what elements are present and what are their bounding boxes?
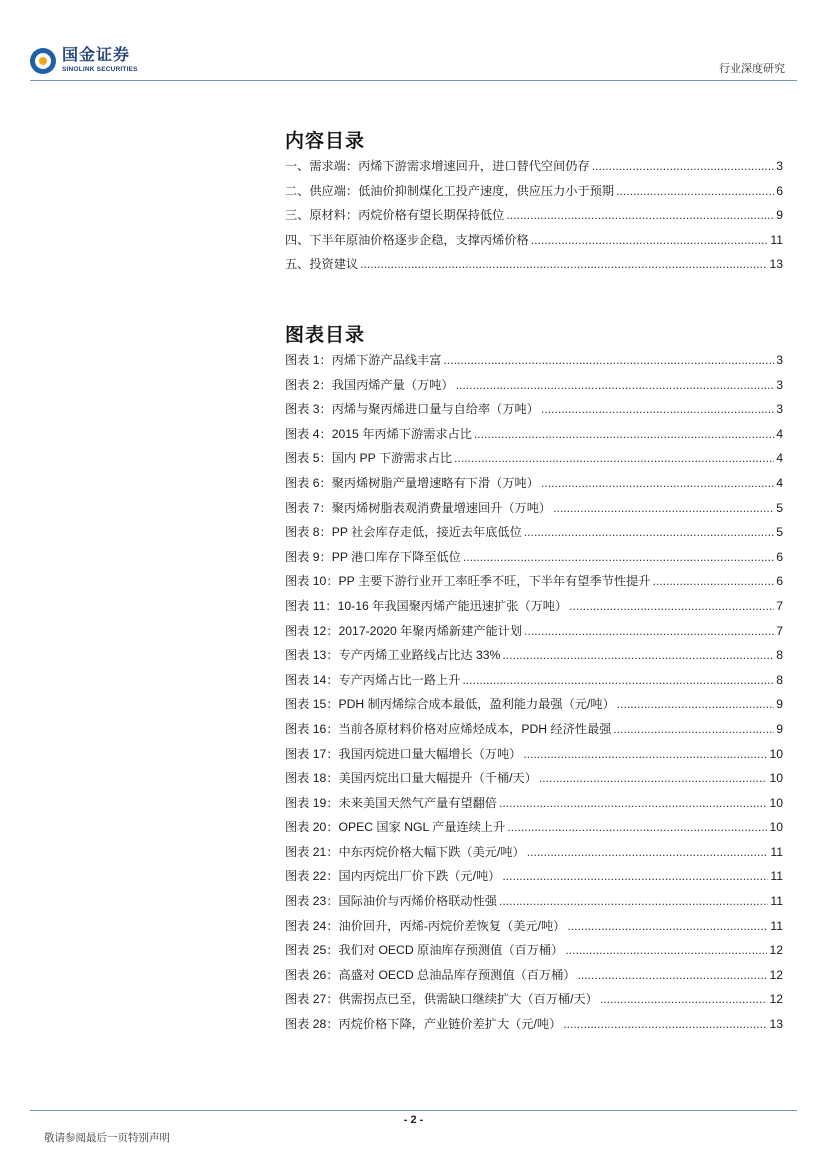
toc-entry-page: 13 <box>769 1017 783 1032</box>
dot-leader <box>541 476 774 490</box>
dot-leader <box>463 550 774 564</box>
dot-leader <box>507 820 767 834</box>
toc-entry-label: 图表 25：我们对 OECD 原油库存预测值（百万桶） <box>285 943 564 958</box>
figure-entry[interactable] <box>285 794 783 819</box>
toc-entry-page: 12 <box>769 943 783 958</box>
dot-leader <box>617 697 774 711</box>
figure-entry[interactable] <box>285 695 783 720</box>
contents-entry[interactable] <box>285 157 783 182</box>
toc-entry-page: 3 <box>776 353 783 367</box>
dot-leader <box>502 648 774 662</box>
dot-leader <box>502 869 768 883</box>
figure-entry[interactable] <box>285 376 783 401</box>
toc-entry-page: 6 <box>776 549 783 564</box>
toc-entry-label: 五、投资建议 <box>285 257 359 272</box>
toc-entry-page: 9 <box>776 208 783 223</box>
figure-entry[interactable] <box>285 622 783 647</box>
figure-entry[interactable] <box>285 523 783 548</box>
toc-entry-page: 10 <box>769 820 783 835</box>
toc-entry-page: 12 <box>769 992 783 1007</box>
toc-entry-label: 图表 20：OPEC 国家 NGL 产量连续上升 <box>285 820 506 835</box>
toc-entry-page: 6 <box>776 183 783 198</box>
toc-entry-page: 9 <box>776 721 783 736</box>
toc-entry-page: 4 <box>776 475 783 490</box>
contents-list <box>285 157 783 280</box>
toc-entry-page: 11 <box>770 869 783 884</box>
dot-leader <box>539 771 768 785</box>
figure-entry[interactable] <box>285 941 783 966</box>
figure-entry[interactable] <box>285 572 783 597</box>
dot-leader <box>567 919 768 933</box>
company-logo <box>30 44 138 78</box>
toc-entry-page: 3 <box>776 159 783 173</box>
logo-name-cn: 国金证券 <box>62 47 131 65</box>
toc-entry-page: 3 <box>776 377 783 392</box>
header-divider <box>30 80 797 81</box>
dot-leader <box>360 257 767 271</box>
figure-entry[interactable] <box>285 867 783 892</box>
figure-entry[interactable] <box>285 818 783 843</box>
toc-entry-page: 8 <box>776 672 783 687</box>
figure-entry[interactable] <box>285 720 783 745</box>
figure-entry[interactable] <box>285 745 783 770</box>
page-number: - 2 - <box>403 1114 424 1126</box>
toc-entry-label: 图表 14：专产丙烯占比一路上升 <box>285 672 461 687</box>
toc-entry-label: 图表 7：聚丙烯树脂表观消费量增速回升（万吨） <box>285 500 552 515</box>
toc-entry-label: 图表 26：高盛对 OECD 总油品库存预测值（百万桶） <box>285 967 576 982</box>
toc-entry-page: 5 <box>776 500 783 515</box>
toc-entry-label: 图表 2：我国丙烯产量（万吨） <box>285 377 454 392</box>
dot-leader <box>499 894 768 908</box>
toc-entry-page: 13 <box>769 257 783 272</box>
dot-leader <box>563 1017 767 1031</box>
toc-entry-label: 图表 22：国内丙烷出厂价下跌（元/吨） <box>285 869 501 884</box>
toc-entry-label: 图表 3：丙烯与聚丙烯进口量与自给率（万吨） <box>285 402 539 417</box>
toc-entry-label: 图表 8：PP 社会库存走低，接近去年底低位 <box>285 525 522 540</box>
dot-leader <box>474 427 774 441</box>
document-type: 行业深度研究 <box>719 63 785 75</box>
toc-entry-page: 11 <box>770 894 783 909</box>
toc-entry-label: 图表 27：供需拐点已至，供需缺口继续扩大（百万桶/天） <box>285 992 598 1007</box>
toc-entry-page: 6 <box>776 574 783 589</box>
toc-entry-label: 图表 21：中东丙烷价格大幅下跌（美元/吨） <box>285 844 525 859</box>
contents-entry[interactable] <box>285 206 783 231</box>
toc-entry-page: 5 <box>776 525 783 540</box>
contents-entry[interactable] <box>285 231 783 256</box>
dot-leader <box>524 624 774 638</box>
toc-entry-page: 10 <box>769 795 783 810</box>
dot-leader <box>462 673 774 687</box>
toc-entry-page: 11 <box>770 918 783 933</box>
toc-entry-label: 图表 10：PP 主要下游行业开工率旺季不旺，下半年有望季节性提升 <box>285 574 651 589</box>
figure-entry[interactable] <box>285 843 783 868</box>
toc-entry-label: 图表 19：未来美国天然气产量有望翻倍 <box>285 795 497 810</box>
toc-entry-page: 7 <box>776 598 783 613</box>
toc-entry-page: 8 <box>776 648 783 663</box>
figures-list <box>285 351 783 1040</box>
toc-entry-page: 10 <box>769 771 783 786</box>
contents-entry[interactable] <box>285 255 783 280</box>
figure-entry[interactable] <box>285 646 783 671</box>
toc-entry-page: 7 <box>776 623 783 638</box>
dot-leader <box>600 992 768 1006</box>
toc-entry-label: 图表 28：丙烷价格下降，产业链价差扩大（元/吨） <box>285 1017 562 1032</box>
dot-leader <box>524 525 774 539</box>
logo-icon <box>30 48 56 74</box>
toc-entry-label: 图表 24：油价回升，丙烯-丙烷价差恢复（美元/吨） <box>285 918 566 933</box>
toc-entry-page: 11 <box>770 232 783 247</box>
toc-entry-page: 10 <box>769 746 783 761</box>
figure-entry[interactable] <box>285 351 783 376</box>
figure-entry[interactable] <box>285 597 783 622</box>
dot-leader <box>652 574 774 588</box>
toc-entry-label: 图表 11：10-16 年我国聚丙烯产能迅速扩张（万吨） <box>285 598 568 613</box>
toc-entry-label: 图表 16：当前各原材料价格对应烯烃成本，PDH 经济性最强 <box>285 721 612 736</box>
toc-entry-label: 图表 12：2017-2020 年聚丙烯新建产能计划 <box>285 623 523 638</box>
toc-entry-page: 4 <box>776 426 783 441</box>
dot-leader <box>523 747 767 761</box>
figures-title: 图表目录 <box>285 325 366 346</box>
dot-leader <box>456 378 775 392</box>
toc-entry-label: 图表 5：国内 PP 下游需求占比 <box>285 451 453 466</box>
toc-entry-label: 图表 18：美国丙烷出口量大幅提升（千桶/天） <box>285 771 537 786</box>
dot-leader <box>443 353 774 367</box>
figure-entry[interactable] <box>285 1015 783 1040</box>
toc-entry-label: 三、原材料：丙烷价格有望长期保持低位 <box>285 208 505 223</box>
contents-title: 内容目录 <box>285 131 366 152</box>
toc-entry-label: 图表 1：丙烯下游产品线丰富 <box>285 353 442 367</box>
figure-entry[interactable] <box>285 548 783 573</box>
dot-leader <box>553 501 774 515</box>
toc-entry-page: 4 <box>776 451 783 466</box>
toc-entry-label: 图表 23：国际油价与丙烯价格联动性强 <box>285 894 497 909</box>
toc-entry-page: 9 <box>776 697 783 712</box>
toc-entry-label: 四、下半年原油价格逐步企稳，支撑丙烯价格 <box>285 232 529 247</box>
figure-entry[interactable] <box>285 892 783 917</box>
toc-entry-page: 12 <box>769 967 783 982</box>
toc-entry-label: 图表 17：我国丙烷进口量大幅增长（万吨） <box>285 746 522 761</box>
logo-name-en: SINOLINK SECURITIES <box>62 66 138 74</box>
dot-leader <box>578 968 768 982</box>
toc-entry-label: 图表 6：聚丙烯树脂产量增速略有下滑（万吨） <box>285 475 539 490</box>
toc-entry-label: 一、需求端：丙烯下游需求增速回升，进口替代空间仍存 <box>285 159 590 173</box>
figure-entry[interactable] <box>285 425 783 450</box>
figure-entry[interactable] <box>285 400 783 425</box>
contents-entry[interactable] <box>285 182 783 207</box>
figure-entry[interactable] <box>285 769 783 794</box>
figure-entry[interactable] <box>285 917 783 942</box>
figure-entry[interactable] <box>285 499 783 524</box>
figure-entry[interactable] <box>285 966 783 991</box>
dot-leader <box>592 159 775 173</box>
dot-leader <box>454 451 774 465</box>
toc-entry-label: 图表 15：PDH 制丙烯综合成本最低，盈利能力最强（元/吨） <box>285 697 615 712</box>
toc-entry-page: 11 <box>770 844 783 859</box>
dot-leader <box>541 402 774 416</box>
figure-entry[interactable] <box>285 474 783 499</box>
dot-leader <box>506 208 774 222</box>
toc-entry-label: 图表 4：2015 年丙烯下游需求占比 <box>285 426 472 441</box>
toc-entry-label: 图表 9：PP 港口库存下降至低位 <box>285 549 461 564</box>
footer-disclaimer: 敬请参阅最后一页特别声明 <box>44 1132 170 1144</box>
figure-entry[interactable] <box>285 671 783 696</box>
dot-leader <box>613 722 774 736</box>
dot-leader <box>569 599 774 613</box>
dot-leader <box>499 796 767 810</box>
dot-leader <box>527 845 769 859</box>
dot-leader <box>616 184 774 198</box>
dot-leader <box>531 233 769 247</box>
footer-divider <box>30 1110 797 1111</box>
toc-entry-page: 3 <box>776 402 783 417</box>
figure-entry[interactable] <box>285 990 783 1015</box>
figure-entry[interactable] <box>285 449 783 474</box>
toc-entry-label: 图表 13：专产丙烯工业路线占比达 33% <box>285 648 501 663</box>
dot-leader <box>565 943 767 957</box>
toc-entry-label: 二、供应端：低油价抑制煤化工投产速度，供应压力小于预期 <box>285 183 615 198</box>
